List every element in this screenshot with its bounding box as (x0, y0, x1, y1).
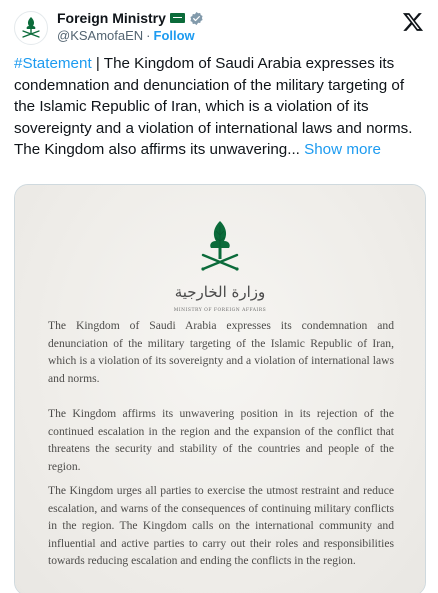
tweet-text (14, 53, 426, 161)
x-logo-icon[interactable] (402, 11, 424, 33)
show-more-link[interactable]: Show more (304, 141, 381, 158)
statement-paragraph-2: The Kingdom affirms its unwavering position in its rejection of the continued escalation in the region and the expansion of the conflict that threatens the security and stability of the countries and people of the region. (48, 407, 394, 473)
hashtag-link[interactable]: #Statement (14, 55, 92, 72)
saudi-emblem-icon (20, 15, 42, 41)
handle[interactable]: @KSAmofaEN (57, 28, 144, 43)
statement-paragraph-1: The Kingdom of Saudi Arabia expresses its condemnation and denunciation of the military targeting of the Islamic Republic of Iran, which is a violation of its sovereignty and a violation of international laws and norms. (48, 319, 394, 385)
statement-paragraph-3: The Kingdom urges all parties to exercise the utmost restraint and reduce escalation, and warns of the consequences of continuing military conflicts in the region. The Kingdom calls on the international community and influential and active parties to carry out their roles and responsibilities towards reducing escalation and ending the conflicts in the region. (48, 484, 394, 568)
follow-button[interactable]: Follow (153, 28, 195, 43)
author-names (57, 9, 204, 45)
media-image[interactable] (14, 184, 426, 593)
avatar[interactable] (14, 11, 48, 45)
saudi-flag-icon (170, 13, 185, 23)
saudi-emblem-icon (197, 219, 243, 279)
ministry-name-arabic: وزارة الخارجية (174, 283, 266, 301)
ministry-name-english: MINISTRY OF FOREIGN AFFAIRS (173, 308, 267, 313)
verified-badge-icon (189, 11, 204, 26)
name-row (57, 9, 204, 27)
display-name[interactable]: Foreign Ministry (57, 10, 166, 26)
separator: · (146, 28, 151, 43)
tweet-header (14, 9, 426, 51)
tweet-body: | The Kingdom of Saudi Arabia expresses its condemnation and denunciation of the military targeting of the Islamic Republic of Iran, which is a violation of its sovereignty and a violation of international laws and norms. The Kingdom also affirms its unwavering... (14, 55, 413, 158)
handle-row (57, 27, 204, 45)
